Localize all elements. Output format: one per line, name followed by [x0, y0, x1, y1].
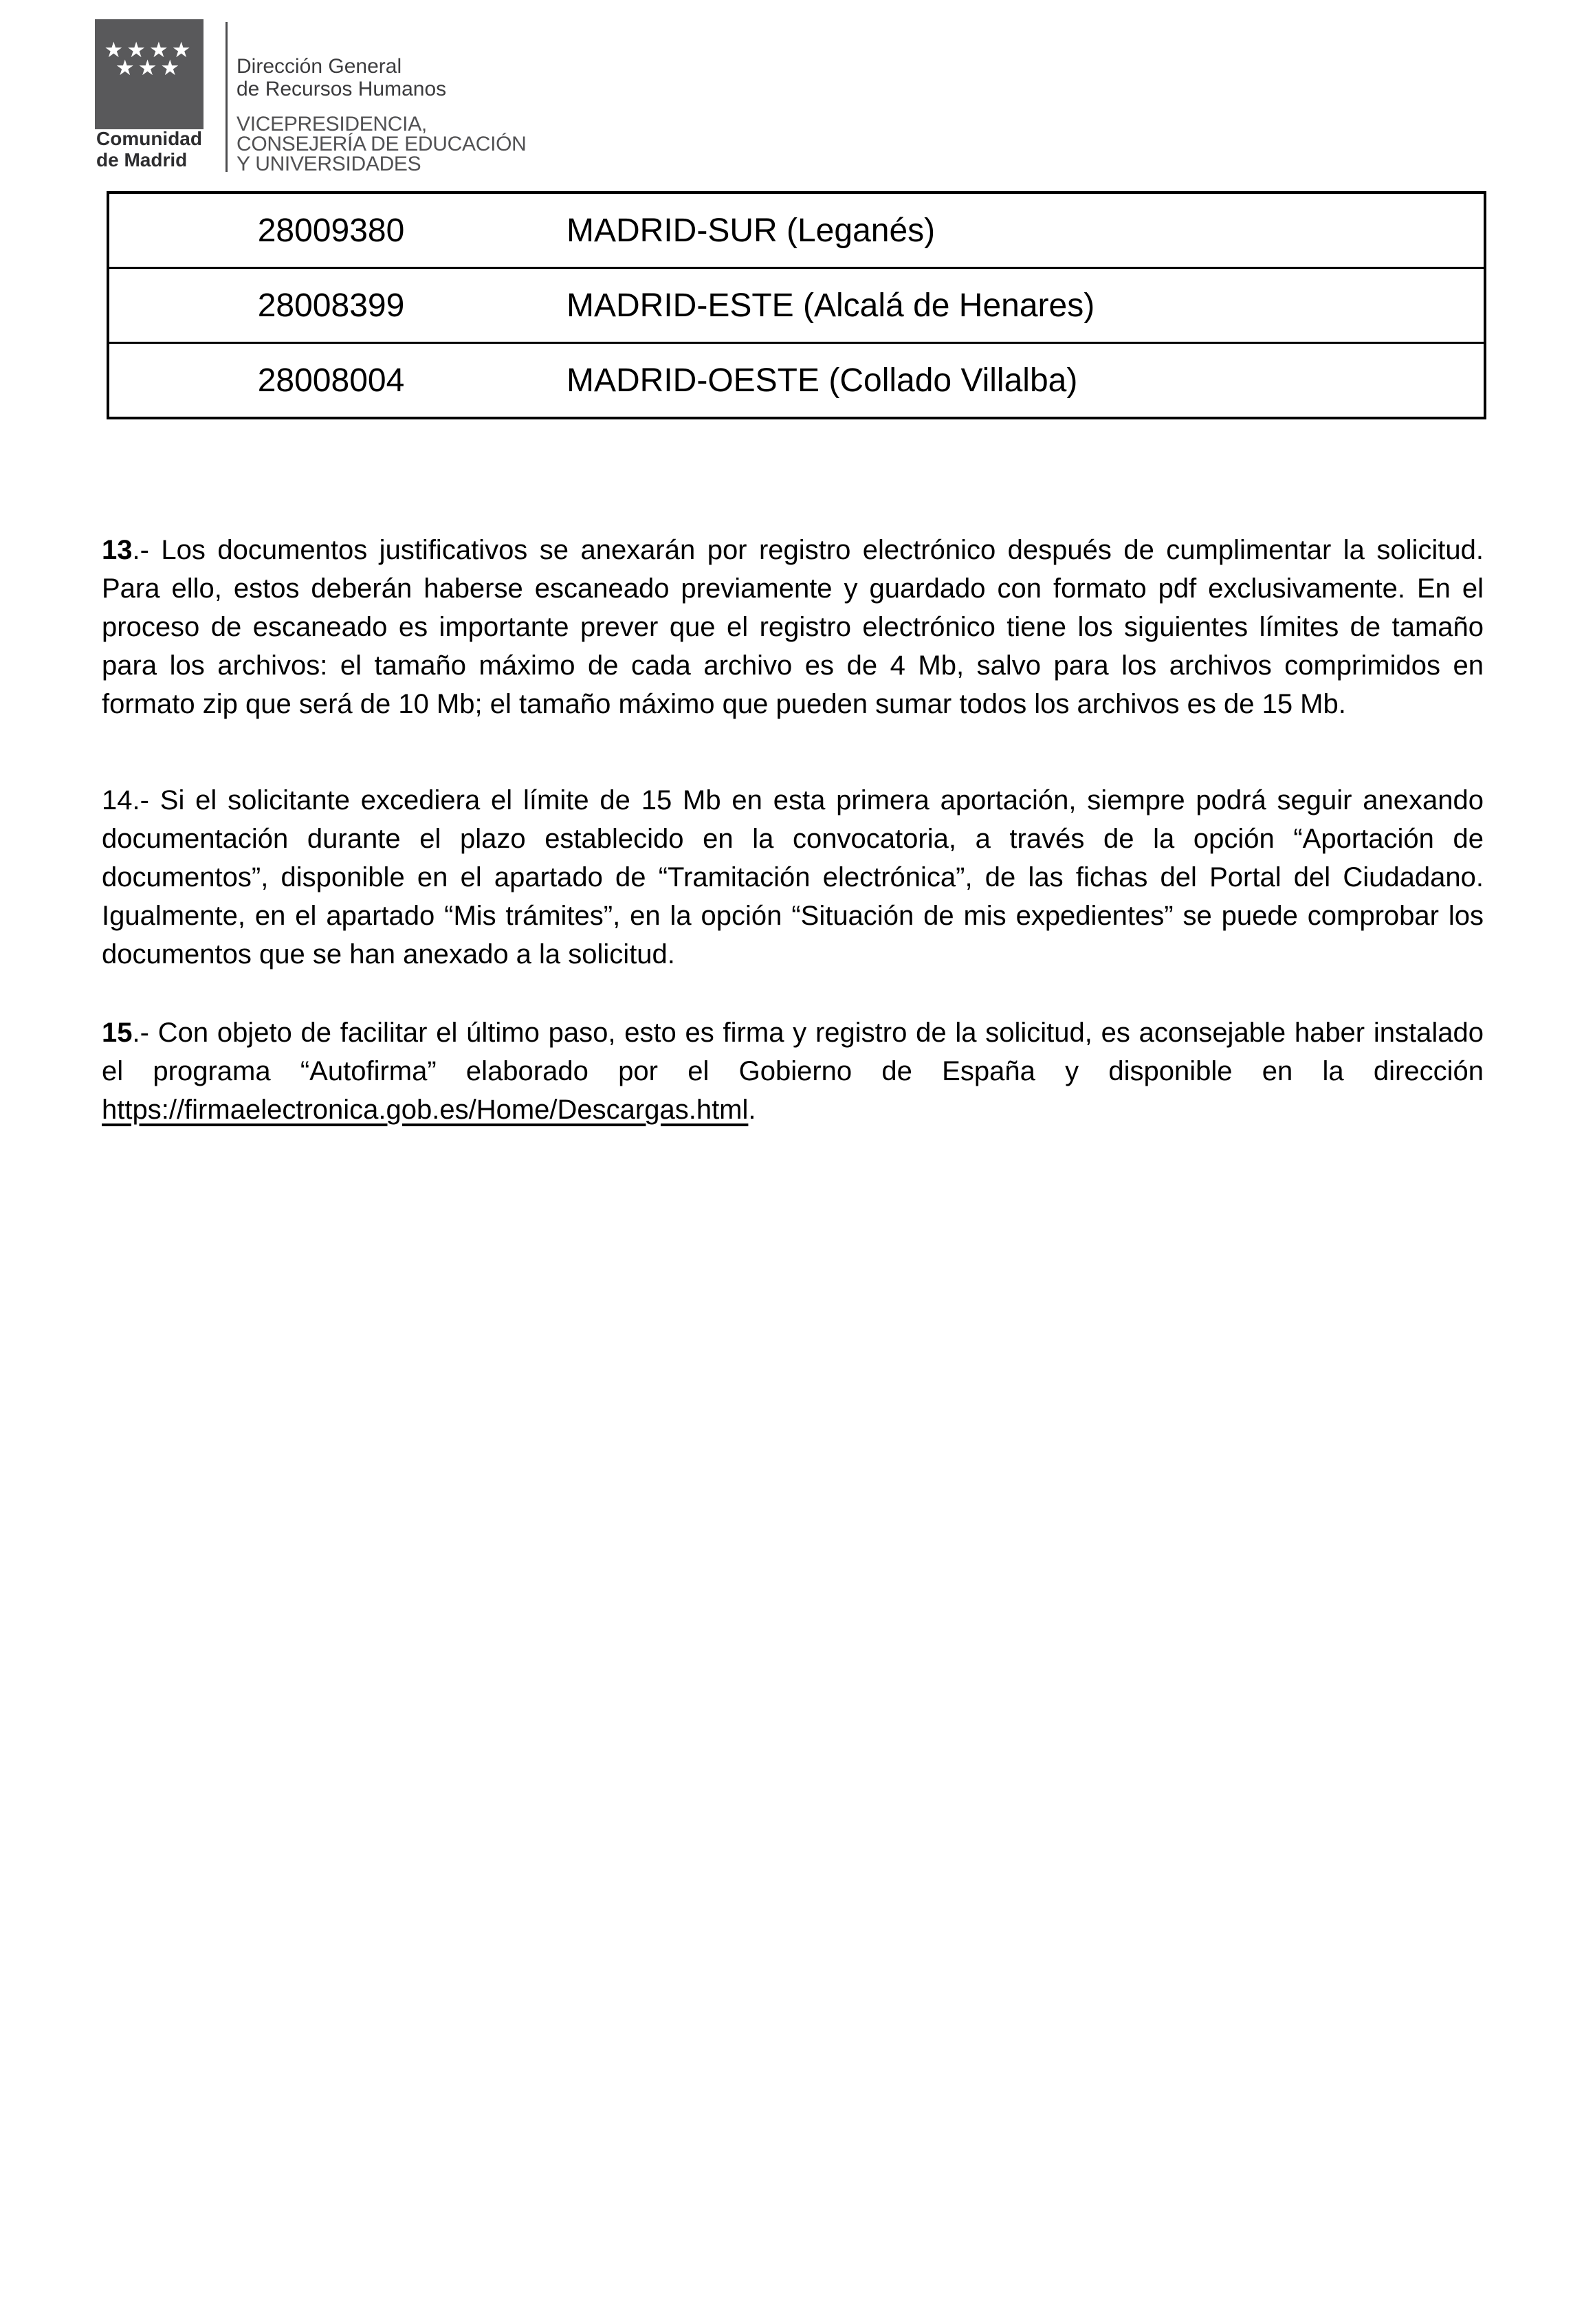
header-divider	[226, 22, 228, 172]
autofirma-download-link[interactable]: https://firmaelectronica.gob.es/Home/Descargas.html	[102, 1095, 749, 1125]
logo-caption	[96, 128, 202, 171]
center-code: 28008399	[108, 268, 553, 343]
center-name: MADRID-SUR (Leganés)	[553, 193, 1485, 268]
centers-table	[107, 191, 1486, 419]
department-line-2: CONSEJERÍA DE EDUCACIÓN	[236, 133, 527, 155]
department-line-1: VICEPRESIDENCIA,	[236, 113, 427, 135]
paragraph-13	[102, 531, 1484, 723]
logo-caption-line-2: de Madrid	[96, 149, 188, 171]
center-code: 28008004	[108, 343, 553, 419]
center-name: MADRID-ESTE (Alcalá de Henares)	[553, 268, 1485, 343]
center-code: 28009380	[108, 193, 553, 268]
flag-stars-row-bottom: ★★★	[115, 56, 184, 80]
department-line-3: Y UNIVERSIDADES	[236, 153, 421, 175]
logo-caption-line-1: Comunidad	[96, 128, 202, 149]
paragraph-13-separator: .-	[132, 535, 162, 565]
paragraph-13-text: Los documentos justificativos se anexarán por registro electrónico después de cumplimentar la solicitud. Para ello, estos deberán haberse escaneado previamente y guardado con formato pdf exclusivamente. En el proceso de escaneado es importante prever que el registro electrónico tiene los siguientes límites de tamaño para los archivos: el tamaño máximo de cada archivo es de 4 Mb, salvo para los archivos comprimidos en formato zip que será de 10 Mb; el tamaño máximo que pueden sumar todos los archivos es de 15 Mb.	[102, 535, 1484, 719]
body-text	[102, 531, 1484, 1129]
center-name: MADRID-OESTE (Collado Villalba)	[553, 343, 1485, 419]
paragraph-14-separator: .-	[132, 785, 160, 815]
org-name-line-2: de Recursos Humanos	[236, 78, 447, 100]
comunidad-madrid-flag-icon	[95, 19, 204, 129]
flag-stars-row-top: ★★★★	[104, 38, 195, 63]
department-name	[236, 114, 527, 174]
paragraph-15-number: 15	[102, 1018, 133, 1048]
table-row	[108, 343, 1485, 419]
paragraph-15	[102, 1013, 1484, 1129]
table-row	[108, 193, 1485, 268]
paragraph-14	[102, 781, 1484, 974]
paragraph-14-number: 14	[102, 785, 133, 815]
paragraph-15-final-period: .	[748, 1095, 756, 1125]
paragraph-13-number: 13	[102, 535, 133, 565]
paragraph-15-separator: .-	[132, 1018, 158, 1048]
paragraph-15-text: Con objeto de facilitar el último paso, esto es firma y registro de la solicitud, es aconsejable haber instalado el programa “Autofirma” elaborado por el Gobierno de España y disponible en la dirección	[102, 1018, 1484, 1086]
paragraph-14-text: Si el solicitante excediera el límite de 15 Mb en esta primera aportación, siempre podrá seguir anexando documentación durante el plazo establecido en la convocatoria, a través de la opción “Aportación de documentos”, disponible en el apartado de “Tramitación electrónica”, de las fichas del Portal del Ciudadano. Igualmente, en el apartado “Mis trámites”, en la opción “Situación de mis expedientes” se puede comprobar los documentos que se han anexado a la solicitud.	[102, 785, 1484, 969]
org-name	[236, 55, 446, 100]
table-row	[108, 268, 1485, 343]
org-name-line-1: Dirección General	[236, 55, 402, 78]
